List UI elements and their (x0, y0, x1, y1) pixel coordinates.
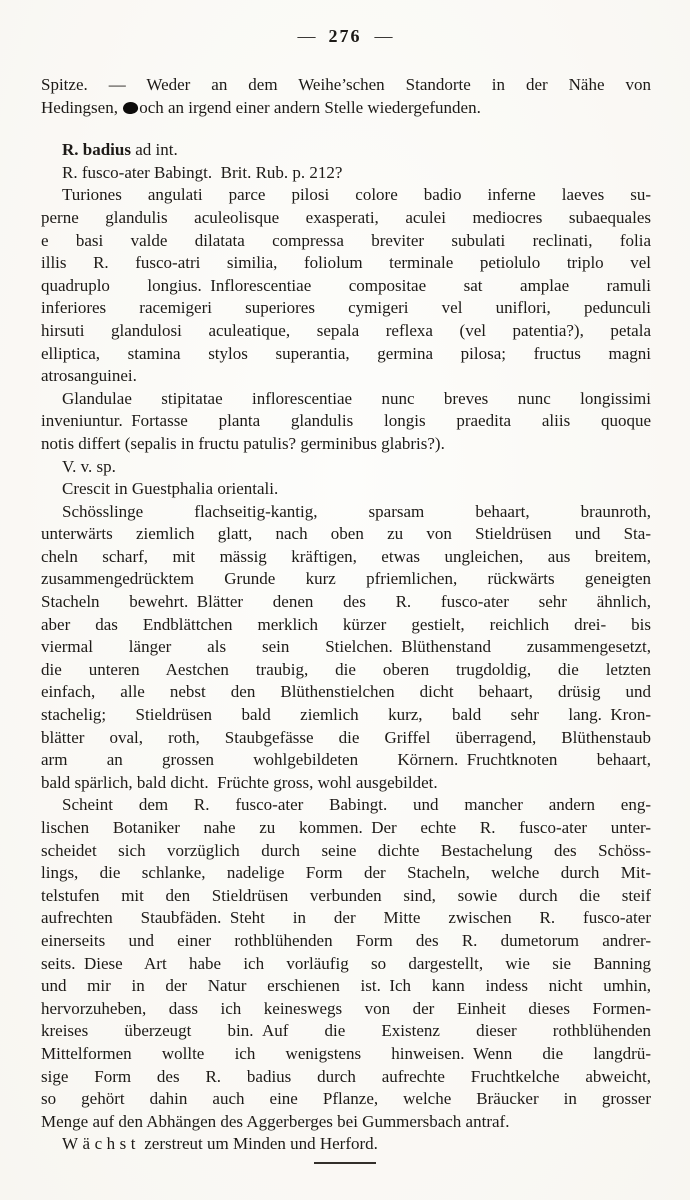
text-line: cheln scharf, mit mässig kräftigen, etwas ungleichen, aus breitem, (41, 546, 651, 566)
text-line: Spitze. — Weder an dem Weihe’schen Standorte in der Nähe von (41, 75, 651, 94)
text-line: unterwärts ziemlich glatt, nach oben zu von Stieldrüsen und Sta- (41, 524, 651, 544)
vidi-line (41, 456, 651, 479)
text-line: die unteren Aestchen traubig, die oberen trugdoldig, die letzten (41, 659, 651, 679)
text-line: inveniuntur. Fortasse planta glandulis longis praedita aliis quoque (41, 411, 651, 431)
text-run: ad int. (130, 140, 178, 160)
text-line: Crescit in Guestphalia orientali. (62, 479, 279, 499)
text-line (41, 139, 651, 162)
text-run: Hedingsen, (41, 97, 123, 117)
text-line: lischen Botaniker nahe zu kommen. Der echte R. fusco-ater unter- (41, 818, 651, 837)
text-line: einerseits und einer rothblühenden Form des R. dumetorum andrer- (41, 930, 651, 950)
text-line: arm an grossen wohlgebildeten Körnern. Fruchtknoten behaart, (41, 750, 651, 770)
text-line: und mir in der Natur erschienen ist. Ich kann indess nicht umhin, (41, 976, 651, 996)
text-line: zusammengedrücktem Grunde kurz pfriemlichen, rückwärts geneigten (41, 569, 651, 589)
text-line: hirsuti glandulosi aculeatique, sepala reflexa (vel patentia?), petala (41, 320, 651, 340)
text-line: Turiones angulati parce pilosi colore badio inferne laeves su- (62, 185, 651, 205)
text-line: viermal länger als sein Stielchen. Blüthenstand zusammengesetzt, (41, 637, 651, 657)
text-line: notis differt (sepalis in fructu patulis? germinibus glabris?). (41, 433, 445, 453)
text-run: zerstreut um Minden und Herford. (139, 1134, 378, 1154)
text-line: telstufen mit den Stieldrüsen verbunden sind, sowie durch die steif (41, 885, 651, 905)
text-line: aber das Endblättchen merklich kürzer gestielt, reichlich drei- bis (41, 614, 651, 634)
text-line (41, 1133, 651, 1156)
continuation-paragraph (41, 74, 651, 119)
text-line: Schösslinge flachseitig-kantig, sparsam behaart, braunroth, (62, 501, 651, 521)
text-line: seits. Diese Art habe ich vorläufig so dargestellt, wie sie Banning (41, 953, 651, 973)
emphasized-word: Wächst (62, 1134, 140, 1154)
discussion-paragraph (41, 794, 651, 1133)
text-line: Menge auf den Abhängen des Aggerberges bei Gummersbach antraf. (41, 1111, 510, 1131)
text-line: quadruplo longius. Inflorescentiae compositae sat amplae ramuli (41, 275, 651, 295)
text-line: bald spärlich, bald dicht. Früchte gross, wohl ausgebildet. (41, 772, 438, 792)
species-heading (41, 139, 651, 162)
text-line: Stacheln bewehrt. Blätter denen des R. fusco-ater sehr ähnlich, (41, 592, 651, 612)
page-body (41, 74, 651, 1156)
header-dash-right: — (374, 26, 393, 46)
text-line: einfach, alle nebst den Blüthenstielchen dicht behaart, drüsig und (41, 682, 651, 702)
species-name: R. badius (62, 140, 131, 160)
text-line: scheidet sich vorzüglich durch seine dichte Bestachelung des Schöss- (41, 840, 651, 860)
text-line: inferiores racemigeri superiores cymigeri vel uniflori, pedunculi (41, 298, 651, 318)
synonym-line (41, 162, 651, 185)
german-description (41, 501, 651, 795)
text-line: Mittelformen wollte ich wenigstens hinweisen. Wenn die langdrü- (41, 1043, 651, 1063)
text-line: hervorzuheben, dass ich keineswegs von der Einheit dieses Formen- (41, 998, 651, 1018)
text-line: e basi valde dilatata compressa breviter subulati reclinati, folia (41, 230, 651, 250)
text-line: kreises überzeugt bin. Auf die Existenz dieser rothblühenden (41, 1021, 651, 1041)
latin-diagnosis (41, 184, 651, 387)
text-line: atrosanguinei. (41, 366, 137, 386)
text-line: V. v. sp. (62, 456, 116, 476)
distribution-line (41, 1133, 651, 1156)
ink-blot (122, 101, 139, 115)
text-line: elliptica, stamina stylos superantia, germina pilosa; fructus magni (41, 343, 651, 363)
text-line: perne glandulis aculeolisque exasperati, aculei mediocres subaequales (41, 207, 651, 227)
text-line: R. fusco-ater Babingt. Brit. Rub. p. 212? (62, 162, 343, 182)
latin-note (41, 388, 651, 456)
closing-rule (314, 1162, 376, 1164)
text-line: blätter oval, roth, Staubgefässe die Griffel überragend, Blüthenstaub (41, 727, 651, 747)
text-line (41, 97, 651, 120)
text-line: so gehört dahin auch eine Pflanze, welche Bräucker in grosser (41, 1089, 651, 1109)
text-line: sige Form des R. badius durch aufrechte Fruchtkelche abweicht, (41, 1066, 651, 1086)
text-line: Scheint dem R. fusco-ater Babingt. und mancher andern eng- (62, 795, 651, 815)
text-line: lings, die schlanke, nadelige Form der Stacheln, welche durch Mit- (41, 863, 651, 883)
page-number: 276 (328, 26, 362, 46)
text-line: Glandulae stipitatae inflorescentiae nunc breves nunc longissimi (62, 388, 651, 408)
text-run: och an irgend einer andern Stelle wiedergefunden. (139, 97, 481, 117)
text-line: aufrechten Staubfäden. Steht in der Mitte zwischen R. fusco-ater (41, 908, 651, 928)
page-header (0, 0, 690, 46)
habitat-line (41, 478, 651, 501)
text-line: stachelig; Stieldrüsen bald ziemlich kurz, bald sehr lang. Kron- (41, 705, 651, 725)
text-line: illis R. fusco-atri similia, foliolum terminale petiolulo triplo vel (41, 253, 651, 273)
header-dash-left: — (297, 26, 316, 46)
